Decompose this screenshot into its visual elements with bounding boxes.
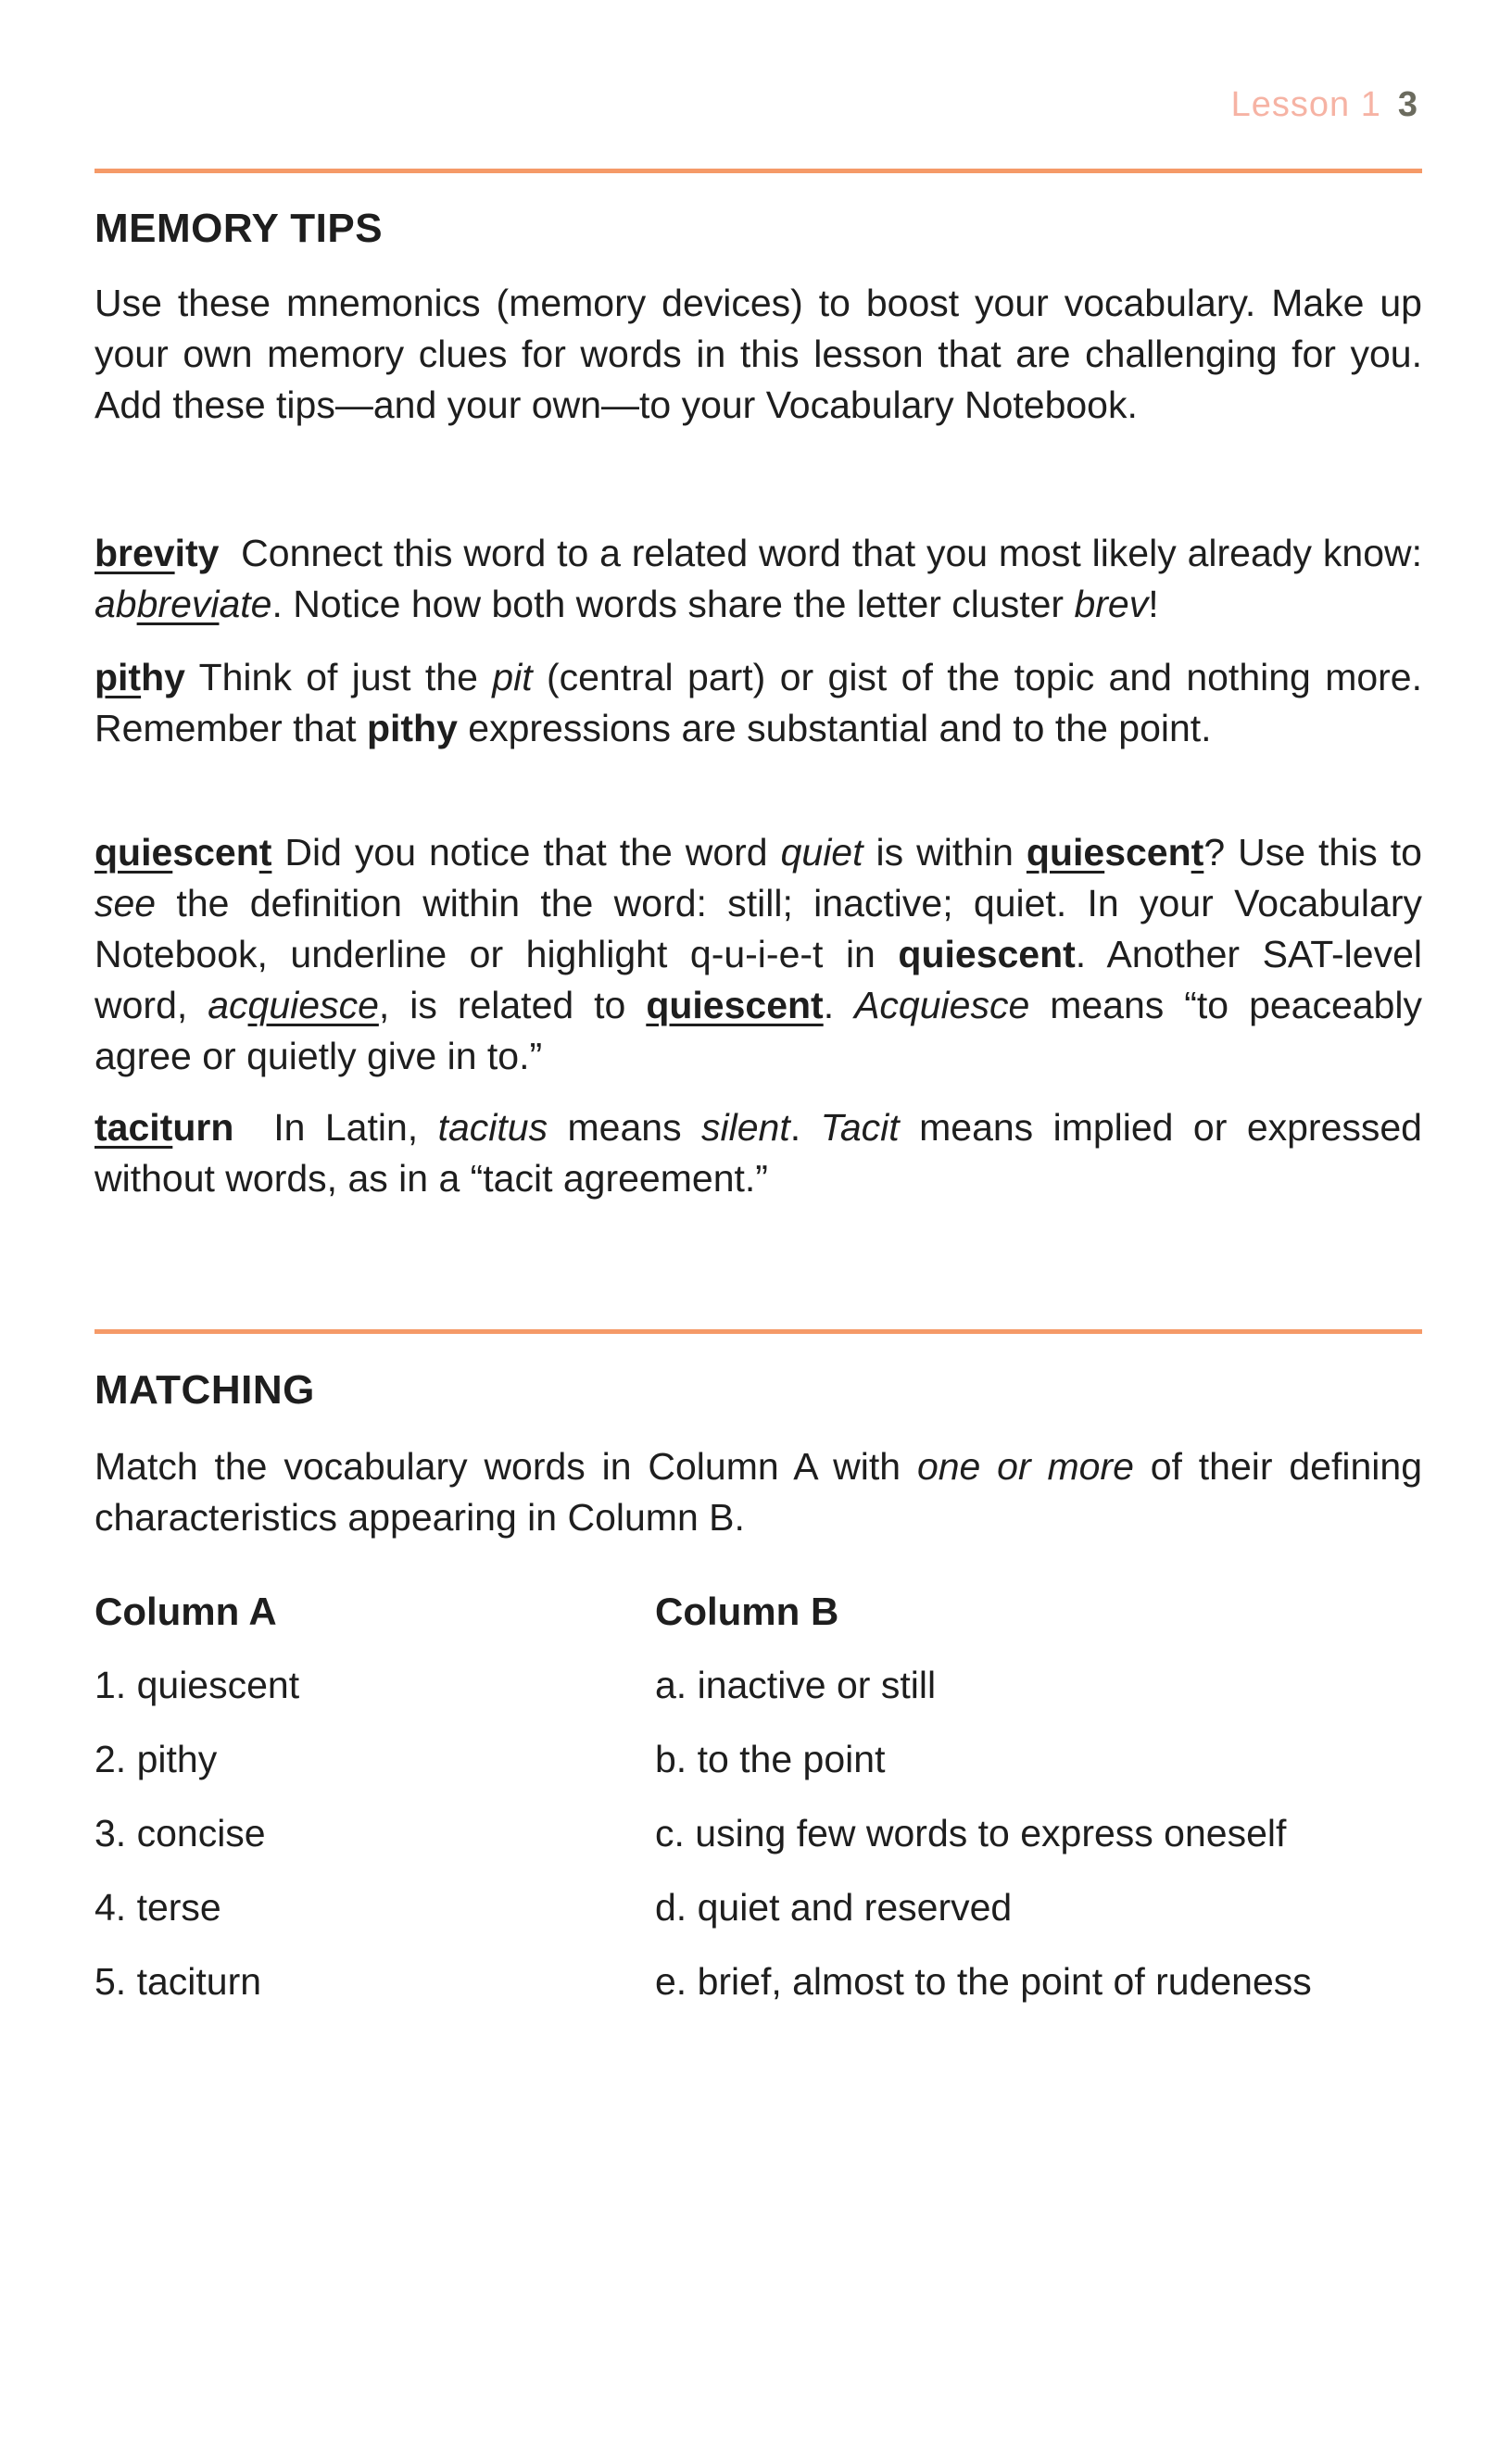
lesson-label: Lesson 1 bbox=[1230, 85, 1381, 124]
text-segment: Tacit bbox=[820, 1106, 900, 1149]
vocab-word: tacit bbox=[94, 1106, 173, 1149]
column-a bbox=[94, 1590, 299, 2004]
text-segment: means bbox=[548, 1106, 702, 1149]
column-b-item: d. quiet and reserved bbox=[655, 1886, 1013, 1929]
text-segment: the definition within the word: still; inactive; quiet. In your Vocabulary Notebook, underline or highlight q-u-i-e-t in bbox=[94, 882, 1433, 975]
column-b-header: Column B bbox=[655, 1590, 839, 1633]
text-segment: In Latin, bbox=[233, 1106, 438, 1149]
vocab-word: scen bbox=[172, 831, 259, 874]
text-segment: (central part) or gist of the topic and nothing more. Remember that bbox=[94, 656, 1433, 749]
text-segment: . Another SAT-level word, bbox=[94, 933, 1433, 1026]
text-segment: brev bbox=[1074, 583, 1149, 625]
text-segment: of their defining characteristics appearing in Column B. bbox=[94, 1445, 1433, 1539]
text-segment: see bbox=[94, 882, 157, 924]
text-segment: ac bbox=[208, 984, 248, 1026]
page-number: 3 bbox=[1397, 85, 1418, 124]
text-segment: brevi bbox=[136, 583, 220, 625]
text-segment: Connect this word to a related word that you most likely already know: bbox=[219, 532, 1433, 574]
column-a-item: 3. concise bbox=[94, 1812, 266, 1854]
vocab-word: pithy bbox=[366, 707, 458, 749]
tip-quiescent bbox=[94, 827, 1433, 1082]
text-segment: one or more bbox=[916, 1445, 1134, 1488]
text-segment: . bbox=[789, 1106, 821, 1149]
vocab-word: t bbox=[258, 831, 272, 874]
text-segment: tacitus bbox=[437, 1106, 548, 1149]
tip-brevity bbox=[94, 528, 1433, 630]
text-segment: expressions are substantial and to the point. bbox=[457, 707, 1212, 749]
text-segment: Match the vocabulary words in Column A with bbox=[94, 1445, 917, 1488]
vocab-word: quie bbox=[1026, 831, 1105, 874]
text-segment: . Notice how both words share the letter cluster bbox=[271, 583, 1075, 625]
text-segment: means implied or expressed without words, as in a “tacit agreement.” bbox=[94, 1106, 1433, 1200]
vocab-word: hy bbox=[141, 656, 185, 698]
vocab-word: ity bbox=[174, 532, 220, 574]
matching-heading: MATCHING bbox=[94, 1367, 315, 1413]
vocab-word: scen bbox=[1104, 831, 1191, 874]
column-b bbox=[655, 1590, 1312, 2004]
text-segment: ab bbox=[94, 583, 137, 625]
text-segment: Acquiesce bbox=[854, 984, 1030, 1026]
section-divider bbox=[94, 1329, 1422, 1334]
column-b-item: b. to the point bbox=[655, 1738, 886, 1780]
tip-taciturn bbox=[94, 1102, 1433, 1204]
matching-intro bbox=[94, 1441, 1433, 1543]
vocab-word: urn bbox=[172, 1106, 234, 1149]
column-a-item: 4. terse bbox=[94, 1886, 221, 1929]
column-a-item: 2. pithy bbox=[94, 1738, 218, 1780]
text-segment: means “to peaceably agree or quietly give in to.” bbox=[94, 984, 1433, 1077]
text-segment: quiesce bbox=[247, 984, 379, 1026]
column-b-item: e. brief, almost to the point of rudeness bbox=[655, 1960, 1312, 2003]
column-a-item: 5. taciturn bbox=[94, 1960, 262, 2003]
column-a-item: 1. quiescent bbox=[94, 1664, 300, 1706]
memory-tips-heading: MEMORY TIPS bbox=[94, 206, 384, 251]
text-segment: . bbox=[823, 984, 855, 1026]
text-segment: Use these mnemonics (memory devices) to boost your vocabulary. Make up your own memory clues for words in this lesson that are challenging for you. Add these tips—and your own—to your Vocabulary Notebook. bbox=[94, 282, 1433, 426]
text-segment: silent bbox=[701, 1106, 790, 1149]
memory-tips-intro bbox=[94, 278, 1433, 431]
vocab-word: t bbox=[1191, 831, 1204, 874]
section-divider bbox=[94, 169, 1422, 173]
text-segment: quiet bbox=[780, 831, 863, 874]
running-header bbox=[1231, 85, 1418, 125]
vocab-word: quie bbox=[94, 831, 173, 874]
text-segment: is within bbox=[863, 831, 1027, 874]
text-segment: Did you notice that the word bbox=[271, 831, 781, 874]
vocab-word: brev bbox=[94, 532, 175, 574]
text-segment: Think of just the bbox=[184, 656, 493, 698]
text-segment: ate bbox=[219, 583, 272, 625]
column-b-item: a. inactive or still bbox=[655, 1664, 937, 1706]
vocab-word: quiescent bbox=[646, 984, 824, 1026]
column-a-header: Column A bbox=[94, 1590, 277, 1633]
text-segment: ! bbox=[1148, 583, 1159, 625]
column-b-item: c. using few words to express oneself bbox=[655, 1812, 1287, 1854]
tip-pithy bbox=[94, 652, 1433, 754]
text-segment: ? Use this to bbox=[1203, 831, 1433, 874]
vocab-word: pit bbox=[94, 656, 142, 698]
vocab-word: quiescent bbox=[898, 933, 1076, 975]
text-segment: , is related to bbox=[378, 984, 647, 1026]
text-segment: pit bbox=[492, 656, 533, 698]
